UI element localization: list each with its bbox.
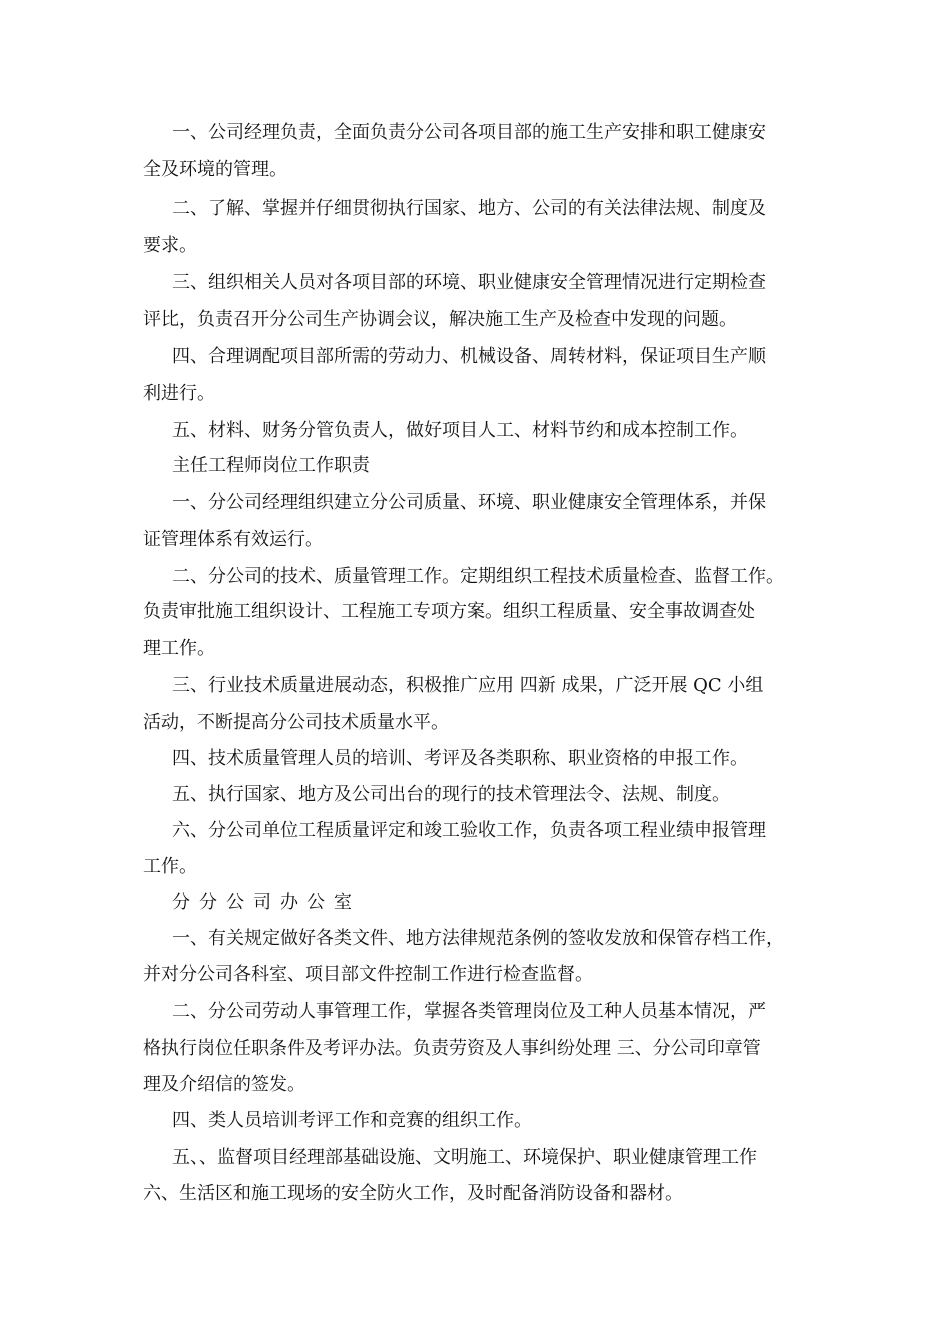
paragraph-line: 要求。 [143, 235, 197, 256]
paragraph-line: 负责审批施工组织设计、工程施工专项方案。组织工程质量、安全事故调查处 [143, 601, 755, 622]
paragraph-line: 三、组织相关人员对各项目部的环境、职业健康安全管理情况进行定期检查 [172, 272, 766, 293]
paragraph-line: 四、技术质量管理人员的培训、考评及各类职称、职业资格的申报工作。 [172, 748, 748, 769]
section-heading: 分分公司办公室 [172, 892, 361, 913]
paragraph-line: 利进行。 [143, 383, 215, 404]
paragraph-line: 二、了解、掌握并仔细贯彻执行国家、地方、公司的有关法律法规、制度及 [172, 198, 766, 219]
paragraph-line: 理工作。 [143, 638, 215, 659]
paragraph-line: 五、执行国家、地方及公司出台的现行的技术管理法令、法规、制度。 [172, 784, 730, 805]
paragraph-line: 四、合理调配项目部所需的劳动力、机械设备、周转材料，保证项目生产顺 [172, 346, 766, 367]
paragraph-line: 一、有关规定做好各类文件、地方法律规范条例的签收发放和保管存档工作， [172, 928, 784, 949]
paragraph-line: 工作。 [143, 856, 197, 877]
paragraph-line: 并对分公司各科室、项目部文件控制工作进行检查监督。 [143, 964, 593, 985]
section-heading: 主任工程师岗位工作职责 [172, 455, 370, 476]
paragraph-line: 四、类人员培训考评工作和竞赛的组织工作。 [172, 1110, 532, 1131]
paragraph-line: 六、分公司单位工程质量评定和竣工验收工作，负责各项工程业绩申报管理 [172, 820, 766, 841]
paragraph-line: 格执行岗位任职条件及考评办法。负责劳资及人事纠纷处理 三、分公司印章管 [143, 1038, 761, 1059]
paragraph-line: 一、分公司经理组织建立分公司质量、环境、职业健康安全管理体系，并保 [172, 492, 766, 513]
paragraph-line: 活动，不断提高分公司技术质量水平。 [143, 712, 449, 733]
paragraph-line: 二、分公司劳动人事管理工作，掌握各类管理岗位及工种人员基本情况，严 [172, 1001, 766, 1022]
paragraph-line: 六、生活区和施工现场的安全防火工作，及时配备消防设备和器材。 [143, 1183, 683, 1204]
paragraph-line: 全及环境的管理。 [143, 159, 287, 180]
paragraph-line: 二、分公司的技术、质量管理工作。定期组织工程技术质量检查、监督工作。 [172, 566, 784, 587]
paragraph-line: 证管理体系有效运行。 [143, 529, 323, 550]
paragraph-line: 一、公司经理负责，全面负责分公司各项目部的施工生产安排和职工健康安 [172, 122, 766, 143]
paragraph-line: 评比，负责召开分公司生产协调会议，解决施工生产及检查中发现的问题。 [143, 309, 737, 330]
paragraph-line: 五、材料、财务分管负责人，做好项目人工、材料节约和成本控制工作。 [172, 420, 748, 441]
paragraph-line: 三、行业技术质量进展动态，积极推广应用 四新 成果，广泛开展 QC 小组 [172, 675, 764, 696]
paragraph-line: 五、、监督项目经理部基础设施、文明施工、环境保护、职业健康管理工作 [172, 1147, 757, 1168]
paragraph-line: 理及介绍信的签发。 [143, 1074, 305, 1095]
